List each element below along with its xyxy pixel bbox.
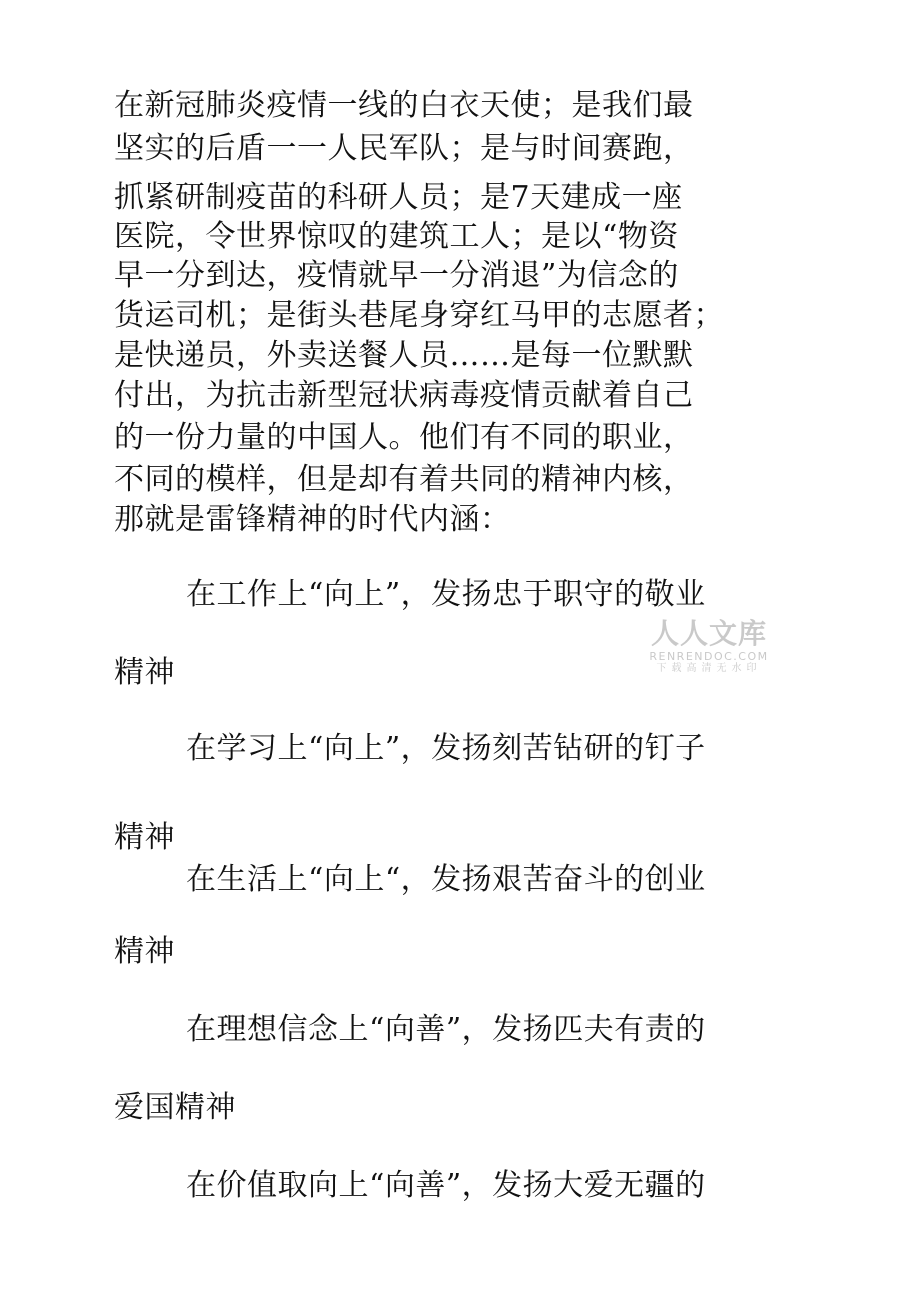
watermark-site: RENRENDOC.COM (649, 650, 769, 663)
item-line-second: 精神 (114, 820, 175, 855)
text-line: 早一分到达，疫情就早一分消退”为信念的 (114, 258, 679, 293)
text-line: 的一份力量的中国人。他们有不同的职业， (114, 420, 694, 455)
text-line: 货运司机；是街头巷尾身穿红马甲的志愿者； (114, 298, 724, 333)
text-line: 抓紧研制疫苗的科研人员；是7天建成一座 (114, 180, 683, 215)
text-line: 那就是雷锋精神的时代内涵： (114, 502, 511, 537)
item-line-first: 在价值取向上“向善”，发扬大爱无疆的 (186, 1168, 706, 1203)
item-line-second: 精神 (114, 655, 175, 690)
item-line-second: 精神 (114, 934, 175, 969)
text-line: 坚实的后盾一一人民军队；是与时间赛跑， (114, 131, 694, 166)
text-line: 医院，令世界惊叹的建筑工人；是以“物资 (114, 219, 679, 254)
watermark-title: 人人文库 (650, 617, 767, 650)
text-line: 是快递员，外卖送餐人员……是每一位默默 (114, 338, 694, 373)
item-line-first: 在学习上“向上”，发扬刻苦钻研的钉子 (186, 731, 706, 766)
item-line-first: 在工作上“向上”，发扬忠于职守的敬业 (186, 577, 706, 612)
item-line-first: 在理想信念上“向善”，发扬匹夫有责的 (186, 1012, 706, 1047)
item-line-second: 爱国精神 (114, 1090, 236, 1125)
item-line-first: 在生活上“向上“，发扬艰苦奋斗的创业 (186, 862, 706, 897)
text-line: 付出，为抗击新型冠状病毒疫情贡献着自己 (114, 378, 694, 413)
text-line: 在新冠肺炎疫情一线的白衣天使；是我们最 (114, 88, 694, 123)
text-line: 不同的模样，但是却有着共同的精神内核， (114, 462, 694, 497)
watermark (644, 618, 774, 675)
watermark-tagline: 下载高清无水印 (656, 663, 762, 674)
